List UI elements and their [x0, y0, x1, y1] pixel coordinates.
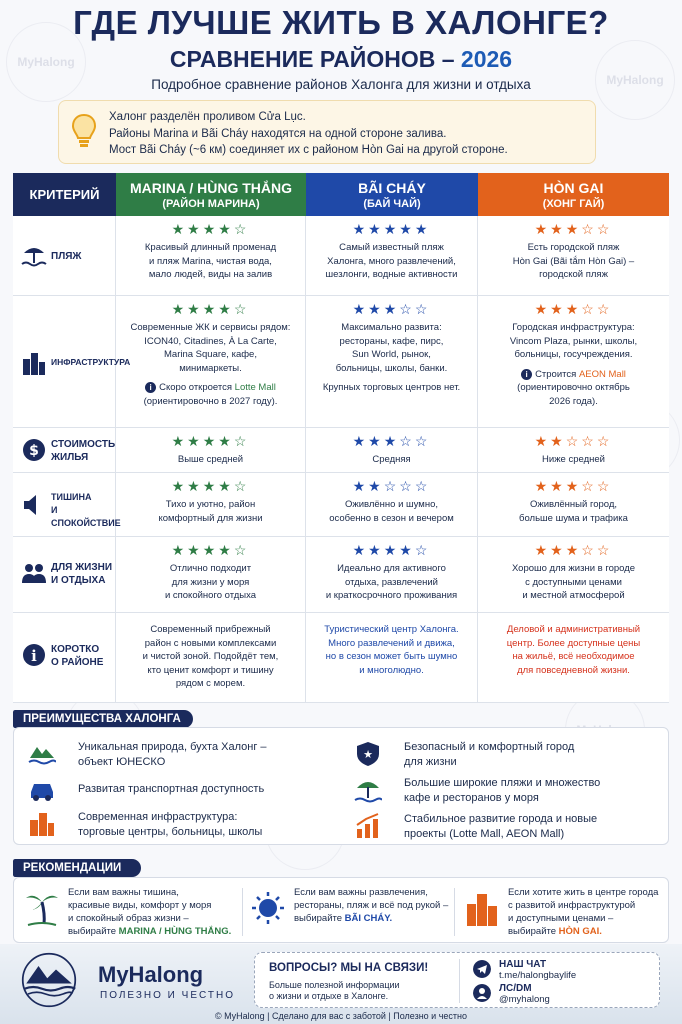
advantage-item: ★ Безопасный и комфортный город для жизни	[354, 740, 654, 772]
dm-link[interactable]: ЛС/DM @myhalong	[499, 983, 550, 1005]
advantage-item: Современная инфраструктура: торговые центры, больницы, школы	[28, 810, 328, 842]
rating-stars: ★★★☆☆	[534, 478, 613, 494]
column-header-hongai: HÒN GAI (ХОНГ ГАЙ)	[478, 173, 669, 216]
info-icon	[21, 642, 47, 668]
svg-text:★: ★	[363, 748, 373, 761]
sun-icon	[250, 888, 286, 928]
advantage-item: Развитая транспортная доступность	[28, 776, 328, 804]
rating-stars: ★★★☆☆	[534, 301, 613, 317]
advantage-item: Уникальная природа, бухта Халонг – объект ЮНЕСКО	[28, 740, 328, 772]
table-row-infrastructure: ИНФРАСТРУКТУРА ★★★★☆ Современные ЖК и сервисы рядом: ICON40, Citadines, À La Carte, Marina Square, кафе, минимаркеты. i Скоро откроется Lotte Mall (ориентировочно в 2027 году). ★★★☆☆ Максимально развита: рестораны, кафе, пирс, Sun World, рынок, больницы, школы, банки. Крупных торговых центров нет. ★★★☆☆ Городская инфраструктура: Vincom Plaza, рынки, школы, больницы, госучреждения. i Строится AEON Mall (ориентировочно октябрь 2026 года).	[13, 296, 669, 428]
info-icon: i	[521, 369, 532, 380]
contact-box	[254, 952, 660, 1008]
rating-stars: ★★★☆☆	[534, 542, 613, 558]
table-row-quiet: ТИШИНА И СПОКОЙСТВИЕ ★★★★☆ Тихо и уютно, район комфортный для жизни ★★☆☆☆ Оживлённо и шумно, особенно в сезон и вечером ★★★☆☆ Оживлённый город, больше шума и трафика	[13, 473, 669, 537]
rating-stars: ★★★★☆	[171, 478, 250, 494]
intro-line: Халонг разделён проливом Cửa Lục.	[109, 111, 306, 123]
page-subtitle: СРАВНЕНИЕ РАЙОНОВ – 2026	[169, 46, 513, 72]
buildings-icon	[21, 350, 47, 376]
rating-stars: ★★★★☆	[171, 301, 250, 317]
watermark: MyHalong	[595, 40, 675, 120]
buildings-icon	[464, 888, 500, 928]
recommendation-item: Если вам важны развлечения, рестораны, пляж и всё под рукой – выбирайте BÃI CHÁY.	[250, 884, 460, 940]
page-title: ГДЕ ЛУЧШЕ ЖИТЬ В ХАЛОНГЕ?	[73, 4, 609, 41]
shield-icon	[354, 740, 382, 768]
speaker-icon	[21, 492, 47, 518]
intro-box	[58, 100, 596, 164]
chat-link[interactable]: НАШ ЧАТ t.me/halongbaylife	[499, 959, 576, 981]
bay-icon	[28, 740, 56, 768]
intro-line: Мост Bãi Cháy (~6 км) соединяет их с районом Hòn Gai на другой стороне.	[109, 144, 508, 156]
column-header-baichay: BÃI CHÁY (БАЙ ЧАЙ)	[306, 173, 478, 216]
car-icon	[28, 776, 56, 804]
umbrella-icon	[354, 776, 382, 804]
rating-stars: ★★★★☆	[171, 542, 250, 558]
recommendations-box	[13, 877, 669, 943]
table-row-life: ДЛЯ ЖИЗНИ И ОТДЫХА ★★★★☆ Отлично подходит для жизни у моря и спокойного отдыха ★★★★☆ Идеально для активного отдыха, развлечений и краткосрочного проживания ★★★☆☆ Хорошо для жизни в городе с доступными ценами и местной атмосферой	[13, 537, 669, 613]
rating-stars: ★★☆☆☆	[352, 478, 431, 494]
watermark: MyHalong	[6, 22, 86, 102]
column-header-marina: MARINA / HÙNG THẮNG (РАЙОН МАРИНА)	[116, 173, 306, 216]
advantages-title: ПРЕИМУЩЕСТВА ХАЛОНГА	[13, 710, 193, 728]
dollar-icon	[21, 437, 47, 463]
beach-icon	[21, 243, 47, 269]
table-row-cost: $ СТОИМОСТЬ ЖИЛЬЯ ★★★★☆ Выше средней ★★★☆☆ Средняя ★★☆☆☆ Ниже средней	[13, 428, 669, 473]
svg-text:i: i	[31, 647, 37, 665]
table-row-beach: ПЛЯЖ ★★★★☆ Красивый длинный променад и пляж Marina, чистая вода, мало людей, виды на залив ★★★★★ Самый известный пляж Халонга, много развлечений, шезлонги, водные активности ★★★☆☆ Есть городской пляж Hòn Gai (Bãi tắm Hòn Gai) – городской пляж	[13, 216, 669, 296]
telegram-icon	[473, 960, 491, 978]
recommendations-title: РЕКОМЕНДАЦИИ	[13, 859, 141, 877]
contact-title: ВОПРОСЫ? МЫ НА СВЯЗИ!	[269, 962, 429, 974]
recommendation-item: Если вам важны тишина, красивые виды, комфорт у моря и спокойный образ жизни – выбирайте MARINA / HÙNG THẮNG.	[24, 884, 239, 940]
table-row-summary: i КОРОТКО О РАЙОНЕ Современный прибрежный район с новыми комплексами и чистой зоной. Подойдёт тем, кто ценит комфорт и тишину рядом с морем. Туристический центр Халонга. Много развлечений и движа, но в сезон может быть шумно и многолюдно. Деловой и административный центр. Более доступные цены на жильё, всё необходимое для повседневной жизни.	[13, 613, 669, 703]
rating-stars: ★★★★★	[352, 221, 431, 237]
rating-stars: ★★★☆☆	[534, 221, 613, 237]
brand-name: MyHalong	[98, 962, 204, 987]
recommendation-item: Если хотите жить в центре города с развитой инфраструктурой и доступными ценами – выбирайте HÒN GAI.	[464, 884, 664, 940]
rating-stars: ★★★★☆	[171, 221, 250, 237]
advantages-box	[13, 727, 669, 845]
page-description: Подробное сравнение районов Халонга для жизни и отдыха	[151, 77, 531, 92]
people-icon	[21, 561, 47, 587]
rating-stars: ★★★☆☆	[352, 433, 431, 449]
lightbulb-icon	[71, 113, 97, 151]
info-icon: i	[145, 382, 156, 393]
city-icon	[28, 810, 56, 838]
criteria-header: КРИТЕРИЙ	[13, 173, 116, 216]
svg-text:$: $	[29, 443, 39, 459]
myhalong-logo	[14, 952, 84, 1008]
advantage-item: Стабильное развитие города и новые проекты (Lotte Mall, AEON Mall)	[354, 812, 654, 844]
palm-icon	[24, 888, 60, 928]
growth-chart-icon	[354, 812, 382, 840]
rating-stars: ★★★★☆	[352, 542, 431, 558]
user-icon	[473, 984, 491, 1002]
brand-tagline: ПОЛЕЗНО И ЧЕСТНО	[100, 990, 235, 1001]
footer	[0, 944, 682, 1024]
contact-text: Больше полезной информации о жизни и отдыхе в Халонге.	[269, 980, 400, 1001]
copyright: © MyHalong | Сделано для вас с заботой | Полезно и честно	[215, 1011, 467, 1021]
intro-line: Районы Marina и Bãi Cháy находятся на одной стороне залива.	[109, 127, 447, 140]
advantage-item: Большие широкие пляжи и множество кафе и ресторанов у моря	[354, 776, 654, 808]
rating-stars: ★★★★☆	[171, 433, 250, 449]
rating-stars: ★★☆☆☆	[534, 433, 613, 449]
rating-stars: ★★★☆☆	[352, 301, 431, 317]
